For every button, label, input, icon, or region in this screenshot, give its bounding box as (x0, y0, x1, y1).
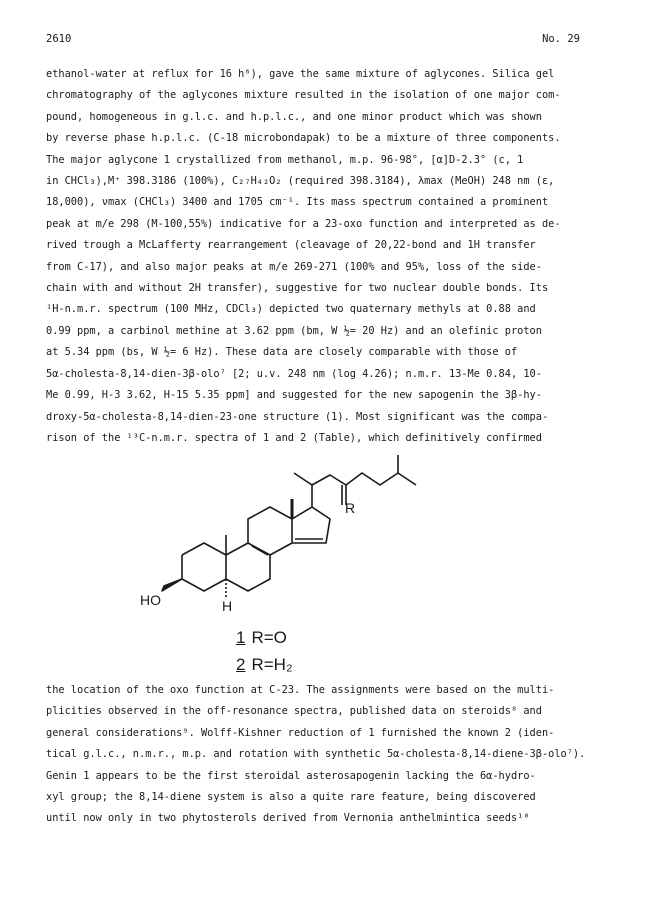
issue-number: No. 29 (542, 33, 580, 45)
text-line: in CHCl₃),M⁺ 398.3186 (100%), C₂₇H₄₂O₂ (required 398.3184), λmax (MeOH) 248 nm (ε, (46, 175, 555, 188)
text-line: pound, homogeneous in g.l.c. and h.p.l.c., and one minor product which was shown (46, 110, 542, 123)
text-line: Genin 1 appears to be the first steroidal asterosapogenin lacking the 6α-hydro- (46, 769, 536, 782)
text-line: 0.99 ppm, a carbinol methine at 3.62 ppm (bm, W ½= 20 Hz) and an olefinic proton (46, 324, 542, 337)
paragraph-upper (46, 64, 636, 449)
text-line: tical g.l.c., n.m.r., m.p. and rotation with synthetic 5α-cholesta-8,14-diene-3β-olo⁷). (46, 748, 586, 761)
text-line: chromatography of the aglycones mixture resulted in the isolation of one major com- (46, 89, 561, 102)
text-line: plicities observed in the off-resonance spectra, published data on steroids⁸ and (46, 705, 542, 718)
hydroxy-wedge (162, 579, 182, 591)
text-line: 5α-cholesta-8,14-dien-3β-olo⁷ [2; u.v. 248 nm (log 4.26); n.m.r. 13-Me 0.84, 10- (46, 367, 542, 380)
r-label: R (345, 500, 356, 516)
text-line: from C-17), and also major peaks at m/e 269-271 (100% and 95%, loss of the side- (46, 260, 542, 273)
compound-2-caption (236, 655, 293, 675)
text-line: at 5.34 ppm (bs, W ½= 6 Hz). These data are closely comparable with those of (46, 346, 518, 359)
side-chain (294, 473, 312, 507)
compound-2-number: 2 (236, 655, 246, 674)
text-line: ethanol-water at reflux for 16 h⁶), gave the same mixture of aglycones. Silica gel (46, 68, 555, 80)
text-line: xyl group; the 8,14-diene system is also a quite rare feature, being discovered (46, 791, 536, 804)
compound-1-formula: R=O (251, 628, 287, 647)
ho-label: HO (140, 592, 161, 608)
text-line: chain with and without 2H transfer), suggestive for two nuclear double bonds. Its (46, 282, 549, 295)
text-line: 18,000), νmax (CHCl₃) 3400 and 1705 cm⁻¹. Its mass spectrum contained a prominent (46, 196, 549, 209)
compound-2-formula: R=H₂ (251, 655, 293, 674)
text-line: Me 0.99, H-3 3.62, H-15 5.35 ppm] and suggested for the new sapogenin the 3β-hy- (46, 389, 542, 402)
h-label: H (222, 598, 233, 614)
text-line: The major aglycone 1 crystallized from methanol, m.p. 96-98°, [α]D-2.3° (c, 1 (46, 153, 524, 166)
text-line: peak at m/e 298 (M-100,55%) indicative for a 23-oxo function and interpreted as de- (46, 217, 561, 230)
compound-1-number: 1 (236, 628, 246, 647)
text-line: until now only in two phytosterols derived from Vernonia anthelmintica seeds¹⁰ (46, 812, 530, 825)
text-line: rived trough a McLafferty rearrangement (cleavage of 20,22-bond and 1H transfer (46, 239, 536, 252)
text-line: ¹H-n.m.r. spectrum (100 MHz, CDCl₃) depicted two quaternary methyls at 0.88 and (46, 303, 536, 316)
text-line: rison of the ¹³C-n.m.r. spectra of 1 and 2 (Table), which definitively confirmed (46, 431, 542, 444)
paragraph-lower (46, 680, 636, 830)
steroid-structure-diagram (130, 455, 460, 685)
text-line: droxy-5α-cholesta-8,14-dien-23-one structure (1). Most significant was the compa- (46, 410, 549, 423)
text-line: general considerations⁹. Wolff-Kishner reduction of 1 furnished the known 2 (iden- (46, 726, 555, 739)
compound-1-caption (236, 628, 287, 648)
text-line: the location of the oxo function at C-23. The assignments were based on the multi- (46, 684, 555, 696)
ring-d (292, 507, 330, 543)
ring-b (226, 543, 270, 591)
text-line: by reverse phase h.p.l.c. (C-18 microbondapak) to be a mixture of three components. (46, 132, 561, 145)
ring-a (182, 543, 226, 591)
page-number: 2610 (46, 33, 72, 45)
